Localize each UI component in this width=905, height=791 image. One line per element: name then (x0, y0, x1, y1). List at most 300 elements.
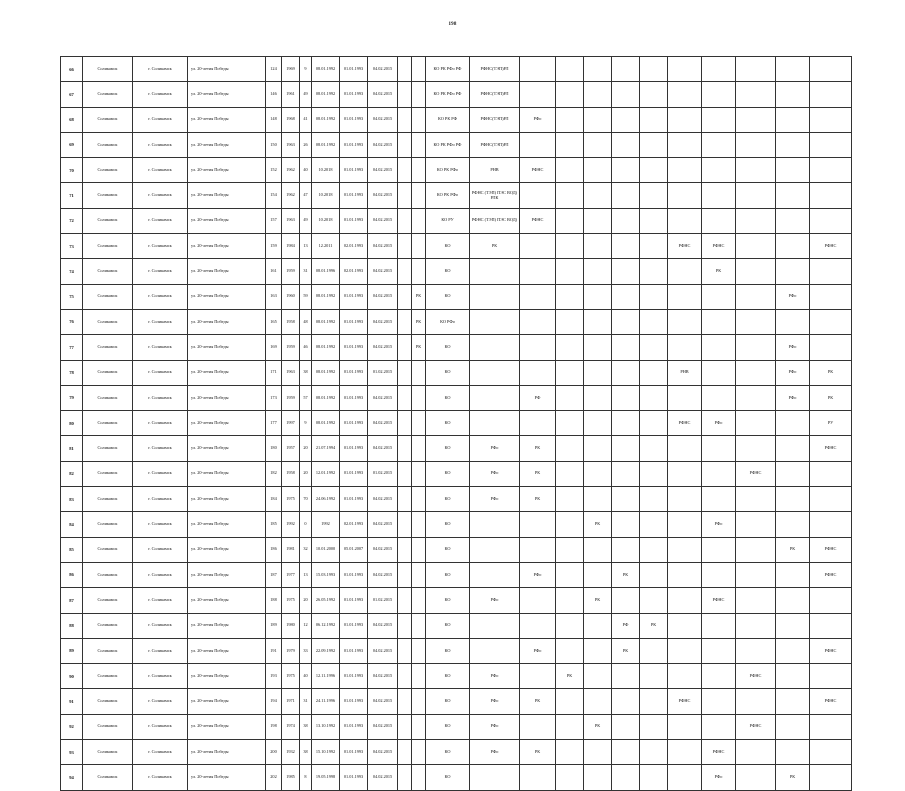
cell-work-code-1: КО (426, 765, 470, 790)
cell-street: ул. 20-летия Победы (188, 487, 266, 512)
cell-municipality: Соликамск (83, 360, 133, 385)
cell-settlement: г. Соликамск (133, 132, 188, 157)
cell-work-code-5 (584, 335, 612, 360)
cell-municipality: Соликамск (83, 284, 133, 309)
cell-flag-2 (412, 360, 426, 385)
cell-flag-1 (398, 461, 412, 486)
cell-work-code-1: КО (426, 562, 470, 587)
table-row (61, 234, 852, 259)
cell-work-code-7 (640, 689, 668, 714)
cell-work-code-11 (776, 107, 810, 132)
cell-flag-1 (398, 335, 412, 360)
cell-work-code-8 (668, 57, 702, 82)
cell-date-2: 02.01.1993 (340, 234, 368, 259)
cell-work-code-9 (702, 436, 736, 461)
cell-municipality: Соликамск (83, 335, 133, 360)
cell-house-number: 154 (266, 183, 282, 208)
cell-work-code-2 (470, 512, 520, 537)
cell-date-2: 01.01.1993 (340, 82, 368, 107)
cell-house-number: 163 (266, 284, 282, 309)
cell-work-code-9 (702, 132, 736, 157)
cell-work-code-9 (702, 714, 736, 739)
cell-municipality: Соликамск (83, 588, 133, 613)
cell-work-code-12 (810, 461, 852, 486)
cell-work-code-4 (556, 284, 584, 309)
cell-house-number: 165 (266, 309, 282, 334)
cell-work-code-5 (584, 82, 612, 107)
cell-work-code-1: КО РК РФо (426, 158, 470, 183)
cell-date-3: 04.02.2015 (368, 740, 398, 765)
cell-apartments: 38 (300, 360, 312, 385)
cell-work-code-1: КО РК РФо (426, 183, 470, 208)
cell-municipality: Соликамск (83, 158, 133, 183)
cell-municipality: Соликамск (83, 107, 133, 132)
cell-flag-2 (412, 613, 426, 638)
cell-date-1: 08.01.1992 (312, 385, 340, 410)
cell-work-code-12: РФНС (810, 436, 852, 461)
cell-work-code-9 (702, 461, 736, 486)
cell-work-code-6: РК (612, 562, 640, 587)
cell-work-code-12: РФНС (810, 562, 852, 587)
cell-work-code-12 (810, 613, 852, 638)
cell-flag-2 (412, 385, 426, 410)
cell-work-code-10 (736, 740, 776, 765)
cell-work-code-11 (776, 714, 810, 739)
cell-work-code-10 (736, 436, 776, 461)
cell-work-code-9 (702, 613, 736, 638)
cell-work-code-5 (584, 613, 612, 638)
cell-street: ул. 20-летия Победы (188, 562, 266, 587)
table-row (61, 588, 852, 613)
cell-date-3: 04.02.2015 (368, 259, 398, 284)
cell-work-code-8 (668, 284, 702, 309)
cell-house-number: 187 (266, 562, 282, 587)
cell-apartments: 49 (300, 208, 312, 233)
cell-street: ул. 20-летия Победы (188, 132, 266, 157)
cell-work-code-7: РК (640, 613, 668, 638)
cell-work-code-8 (668, 740, 702, 765)
cell-row-number: 72 (61, 208, 83, 233)
cell-work-code-4 (556, 309, 584, 334)
cell-work-code-2: РФо (470, 740, 520, 765)
cell-work-code-1: КО (426, 284, 470, 309)
cell-build-year: 1958 (282, 309, 300, 334)
cell-date-1: 15.10.1992 (312, 740, 340, 765)
cell-flag-1 (398, 360, 412, 385)
table-row (61, 335, 852, 360)
cell-settlement: г. Соликамск (133, 664, 188, 689)
cell-work-code-3: РК (520, 740, 556, 765)
table-body (61, 57, 852, 791)
cell-work-code-2: РФНС (ТЭП) ПЭС ВОД) (470, 208, 520, 233)
cell-work-code-4 (556, 436, 584, 461)
cell-row-number: 69 (61, 132, 83, 157)
cell-work-code-9 (702, 689, 736, 714)
cell-work-code-2: РФНС(ТЭП)РЛ (470, 82, 520, 107)
cell-build-year: 1963 (282, 360, 300, 385)
cell-house-number: 185 (266, 512, 282, 537)
cell-municipality: Соликамск (83, 436, 133, 461)
cell-date-1: 10.01.2000 (312, 537, 340, 562)
cell-settlement: г. Соликамск (133, 638, 188, 663)
cell-work-code-10: РФНС (736, 714, 776, 739)
cell-build-year: 1962 (282, 183, 300, 208)
cell-settlement: г. Соликамск (133, 689, 188, 714)
cell-municipality: Соликамск (83, 740, 133, 765)
cell-work-code-4 (556, 537, 584, 562)
cell-row-number: 86 (61, 562, 83, 587)
cell-work-code-12 (810, 664, 852, 689)
cell-house-number: 171 (266, 360, 282, 385)
cell-work-code-2: РФо (470, 664, 520, 689)
cell-work-code-8 (668, 259, 702, 284)
cell-work-code-2: РФНС (ТЭП) ПЭС ВОД) РЛК (470, 183, 520, 208)
cell-date-2: 01.01.1993 (340, 714, 368, 739)
cell-work-code-1: КО РК РФо РФ (426, 57, 470, 82)
cell-row-number: 66 (61, 57, 83, 82)
cell-work-code-1: КО РУ (426, 208, 470, 233)
cell-date-3: 04.02.2015 (368, 234, 398, 259)
cell-work-code-2 (470, 335, 520, 360)
cell-date-3: 01.02.2015 (368, 461, 398, 486)
cell-apartments: 40 (300, 664, 312, 689)
cell-work-code-6 (612, 284, 640, 309)
cell-work-code-4 (556, 360, 584, 385)
cell-work-code-6 (612, 208, 640, 233)
cell-row-number: 73 (61, 234, 83, 259)
cell-work-code-10 (736, 284, 776, 309)
table-row (61, 57, 852, 82)
cell-work-code-4 (556, 158, 584, 183)
cell-work-code-9 (702, 385, 736, 410)
cell-house-number: 157 (266, 208, 282, 233)
cell-work-code-10 (736, 107, 776, 132)
cell-municipality: Соликамск (83, 132, 133, 157)
cell-date-3: 04.02.2015 (368, 309, 398, 334)
cell-work-code-12: РФНС (810, 638, 852, 663)
cell-flag-1 (398, 309, 412, 334)
cell-work-code-11: РК (776, 537, 810, 562)
table-row (61, 461, 852, 486)
cell-work-code-10 (736, 689, 776, 714)
cell-work-code-6 (612, 259, 640, 284)
cell-date-3: 04.02.2015 (368, 411, 398, 436)
cell-work-code-2: РФНС(ТЭП)РЛ (470, 107, 520, 132)
cell-work-code-3: РК (520, 461, 556, 486)
cell-date-2: 01.01.1993 (340, 765, 368, 790)
cell-work-code-4 (556, 183, 584, 208)
cell-work-code-10 (736, 411, 776, 436)
cell-apartments: 48 (300, 309, 312, 334)
cell-date-1: 13.10.1992 (312, 714, 340, 739)
cell-work-code-4 (556, 714, 584, 739)
cell-municipality: Соликамск (83, 689, 133, 714)
cell-work-code-12: РФНС (810, 689, 852, 714)
cell-work-code-6 (612, 512, 640, 537)
cell-work-code-12 (810, 82, 852, 107)
cell-work-code-11: РФо (776, 284, 810, 309)
cell-street: ул. 20-летия Победы (188, 689, 266, 714)
cell-row-number: 84 (61, 512, 83, 537)
cell-date-3: 04.02.2015 (368, 613, 398, 638)
cell-work-code-2 (470, 537, 520, 562)
cell-flag-2 (412, 487, 426, 512)
cell-work-code-7 (640, 562, 668, 587)
cell-work-code-5 (584, 638, 612, 663)
cell-work-code-9: РФНС (702, 740, 736, 765)
cell-work-code-8 (668, 132, 702, 157)
table-row (61, 309, 852, 334)
cell-row-number: 80 (61, 411, 83, 436)
cell-row-number: 81 (61, 436, 83, 461)
cell-date-2: 02.01.1993 (340, 512, 368, 537)
cell-municipality: Соликамск (83, 183, 133, 208)
cell-work-code-9 (702, 183, 736, 208)
cell-date-1: 08.01.1992 (312, 57, 340, 82)
cell-flag-1 (398, 132, 412, 157)
cell-date-2: 01.01.1993 (340, 183, 368, 208)
cell-settlement: г. Соликамск (133, 158, 188, 183)
cell-build-year: 1969 (282, 57, 300, 82)
cell-row-number: 75 (61, 284, 83, 309)
cell-work-code-11 (776, 411, 810, 436)
cell-work-code-10 (736, 537, 776, 562)
cell-work-code-5 (584, 461, 612, 486)
cell-work-code-12 (810, 259, 852, 284)
cell-work-code-6 (612, 183, 640, 208)
cell-settlement: г. Соликамск (133, 588, 188, 613)
cell-work-code-10 (736, 385, 776, 410)
cell-street: ул. 20-летия Победы (188, 183, 266, 208)
cell-settlement: г. Соликамск (133, 360, 188, 385)
cell-work-code-3: РФНС (520, 208, 556, 233)
cell-work-code-6 (612, 461, 640, 486)
cell-apartments: 9 (300, 57, 312, 82)
cell-work-code-4 (556, 689, 584, 714)
cell-municipality: Соликамск (83, 234, 133, 259)
cell-date-1: 15.03.1993 (312, 562, 340, 587)
cell-work-code-4 (556, 461, 584, 486)
cell-settlement: г. Соликамск (133, 183, 188, 208)
cell-flag-2 (412, 689, 426, 714)
cell-work-code-11 (776, 740, 810, 765)
cell-build-year: 1959 (282, 385, 300, 410)
cell-row-number: 70 (61, 158, 83, 183)
cell-apartments: 20 (300, 436, 312, 461)
cell-work-code-9 (702, 57, 736, 82)
cell-house-number: 146 (266, 82, 282, 107)
cell-street: ул. 20-летия Победы (188, 613, 266, 638)
cell-work-code-3 (520, 259, 556, 284)
cell-work-code-10 (736, 208, 776, 233)
cell-house-number: 184 (266, 487, 282, 512)
cell-build-year: 1977 (282, 562, 300, 587)
cell-work-code-11 (776, 132, 810, 157)
cell-house-number: 186 (266, 537, 282, 562)
cell-work-code-8 (668, 183, 702, 208)
cell-work-code-9: РФНС (702, 588, 736, 613)
cell-work-code-1: КО (426, 259, 470, 284)
cell-house-number: 169 (266, 335, 282, 360)
cell-work-code-4 (556, 132, 584, 157)
page-number: 198 (448, 22, 457, 27)
cell-work-code-12 (810, 208, 852, 233)
cell-date-3: 04.02.2015 (368, 689, 398, 714)
cell-flag-2 (412, 107, 426, 132)
cell-flag-1 (398, 436, 412, 461)
cell-work-code-8 (668, 107, 702, 132)
cell-work-code-1: КО (426, 714, 470, 739)
cell-date-1: 1992 (312, 512, 340, 537)
cell-apartments: 20 (300, 588, 312, 613)
cell-date-2: 01.01.1993 (340, 107, 368, 132)
cell-flag-2: РК (412, 309, 426, 334)
cell-work-code-7 (640, 309, 668, 334)
cell-work-code-6 (612, 411, 640, 436)
cell-work-code-11 (776, 183, 810, 208)
cell-apartments: 41 (300, 107, 312, 132)
cell-work-code-9 (702, 360, 736, 385)
cell-municipality: Соликамск (83, 461, 133, 486)
cell-flag-1 (398, 411, 412, 436)
table-row (61, 537, 852, 562)
cell-work-code-3: РФ (520, 385, 556, 410)
cell-work-code-6 (612, 689, 640, 714)
cell-date-1: 08.01.1992 (312, 107, 340, 132)
cell-street: ул. 20-летия Победы (188, 284, 266, 309)
cell-flag-1 (398, 537, 412, 562)
cell-date-1: 12.11.1996 (312, 664, 340, 689)
cell-flag-2 (412, 664, 426, 689)
cell-work-code-6 (612, 385, 640, 410)
cell-street: ул. 20-летия Победы (188, 158, 266, 183)
cell-work-code-9: РК (702, 259, 736, 284)
cell-work-code-4 (556, 411, 584, 436)
cell-work-code-12 (810, 309, 852, 334)
cell-work-code-6 (612, 107, 640, 132)
cell-date-2: 01.01.1993 (340, 613, 368, 638)
cell-work-code-1: КО (426, 234, 470, 259)
cell-work-code-6 (612, 234, 640, 259)
table-row (61, 360, 852, 385)
cell-build-year: 1979 (282, 638, 300, 663)
cell-work-code-10 (736, 562, 776, 587)
cell-date-3: 04.02.2015 (368, 714, 398, 739)
cell-house-number: 152 (266, 158, 282, 183)
cell-work-code-10 (736, 360, 776, 385)
cell-work-code-1: КО (426, 385, 470, 410)
table-row (61, 436, 852, 461)
cell-build-year: 1968 (282, 107, 300, 132)
table-row (61, 208, 852, 233)
cell-apartments: 49 (300, 82, 312, 107)
cell-apartments: 47 (300, 183, 312, 208)
cell-work-code-2: РФо (470, 461, 520, 486)
cell-build-year: 1981 (282, 537, 300, 562)
cell-work-code-9 (702, 562, 736, 587)
cell-work-code-7 (640, 461, 668, 486)
cell-work-code-1: КО (426, 436, 470, 461)
cell-date-2: 01.01.1993 (340, 57, 368, 82)
cell-work-code-3 (520, 765, 556, 790)
cell-work-code-11 (776, 158, 810, 183)
cell-work-code-7 (640, 740, 668, 765)
cell-build-year: 1997 (282, 411, 300, 436)
cell-work-code-3 (520, 613, 556, 638)
table-row (61, 284, 852, 309)
cell-work-code-6: РФ (612, 613, 640, 638)
cell-settlement: г. Соликамск (133, 309, 188, 334)
cell-work-code-11: РК (776, 765, 810, 790)
cell-date-3: 04.02.2015 (368, 562, 398, 587)
cell-work-code-3 (520, 411, 556, 436)
cell-work-code-5 (584, 385, 612, 410)
cell-date-1: 08.01.1992 (312, 360, 340, 385)
cell-flag-1 (398, 714, 412, 739)
cell-street: ул. 20-летия Победы (188, 335, 266, 360)
cell-flag-2 (412, 411, 426, 436)
cell-work-code-5 (584, 284, 612, 309)
cell-house-number: 202 (266, 765, 282, 790)
cell-work-code-3: РФо (520, 638, 556, 663)
cell-row-number: 68 (61, 107, 83, 132)
cell-house-number: 194 (266, 689, 282, 714)
cell-flag-2 (412, 461, 426, 486)
cell-apartments: 9 (300, 411, 312, 436)
cell-work-code-8 (668, 158, 702, 183)
cell-row-number: 88 (61, 613, 83, 638)
cell-flag-1 (398, 689, 412, 714)
cell-flag-2 (412, 259, 426, 284)
cell-flag-1 (398, 183, 412, 208)
cell-work-code-5 (584, 183, 612, 208)
cell-build-year: 1932 (282, 740, 300, 765)
cell-work-code-5 (584, 360, 612, 385)
cell-work-code-5 (584, 309, 612, 334)
cell-build-year: 1984 (282, 234, 300, 259)
cell-work-code-8 (668, 765, 702, 790)
cell-work-code-5 (584, 537, 612, 562)
cell-date-3: 04.02.2015 (368, 132, 398, 157)
cell-work-code-10 (736, 259, 776, 284)
cell-work-code-11: РФо (776, 360, 810, 385)
cell-date-3: 04.02.2015 (368, 385, 398, 410)
cell-work-code-7 (640, 208, 668, 233)
cell-row-number: 82 (61, 461, 83, 486)
cell-date-2: 01.01.1993 (340, 411, 368, 436)
cell-date-3: 01.02.2015 (368, 360, 398, 385)
cell-date-1: 08.01.1992 (312, 82, 340, 107)
cell-work-code-1: КО (426, 588, 470, 613)
cell-work-code-4 (556, 107, 584, 132)
cell-build-year: 1959 (282, 335, 300, 360)
table-row (61, 259, 852, 284)
cell-house-number: 188 (266, 588, 282, 613)
cell-work-code-10 (736, 309, 776, 334)
cell-flag-1 (398, 259, 412, 284)
cell-house-number: 159 (266, 234, 282, 259)
cell-work-code-2 (470, 284, 520, 309)
cell-work-code-7 (640, 411, 668, 436)
cell-date-3: 04.02.2015 (368, 537, 398, 562)
cell-work-code-12 (810, 714, 852, 739)
cell-work-code-5 (584, 487, 612, 512)
cell-flag-2 (412, 537, 426, 562)
cell-work-code-12 (810, 588, 852, 613)
cell-settlement: г. Соликамск (133, 82, 188, 107)
cell-flag-1 (398, 613, 412, 638)
cell-work-code-7 (640, 512, 668, 537)
